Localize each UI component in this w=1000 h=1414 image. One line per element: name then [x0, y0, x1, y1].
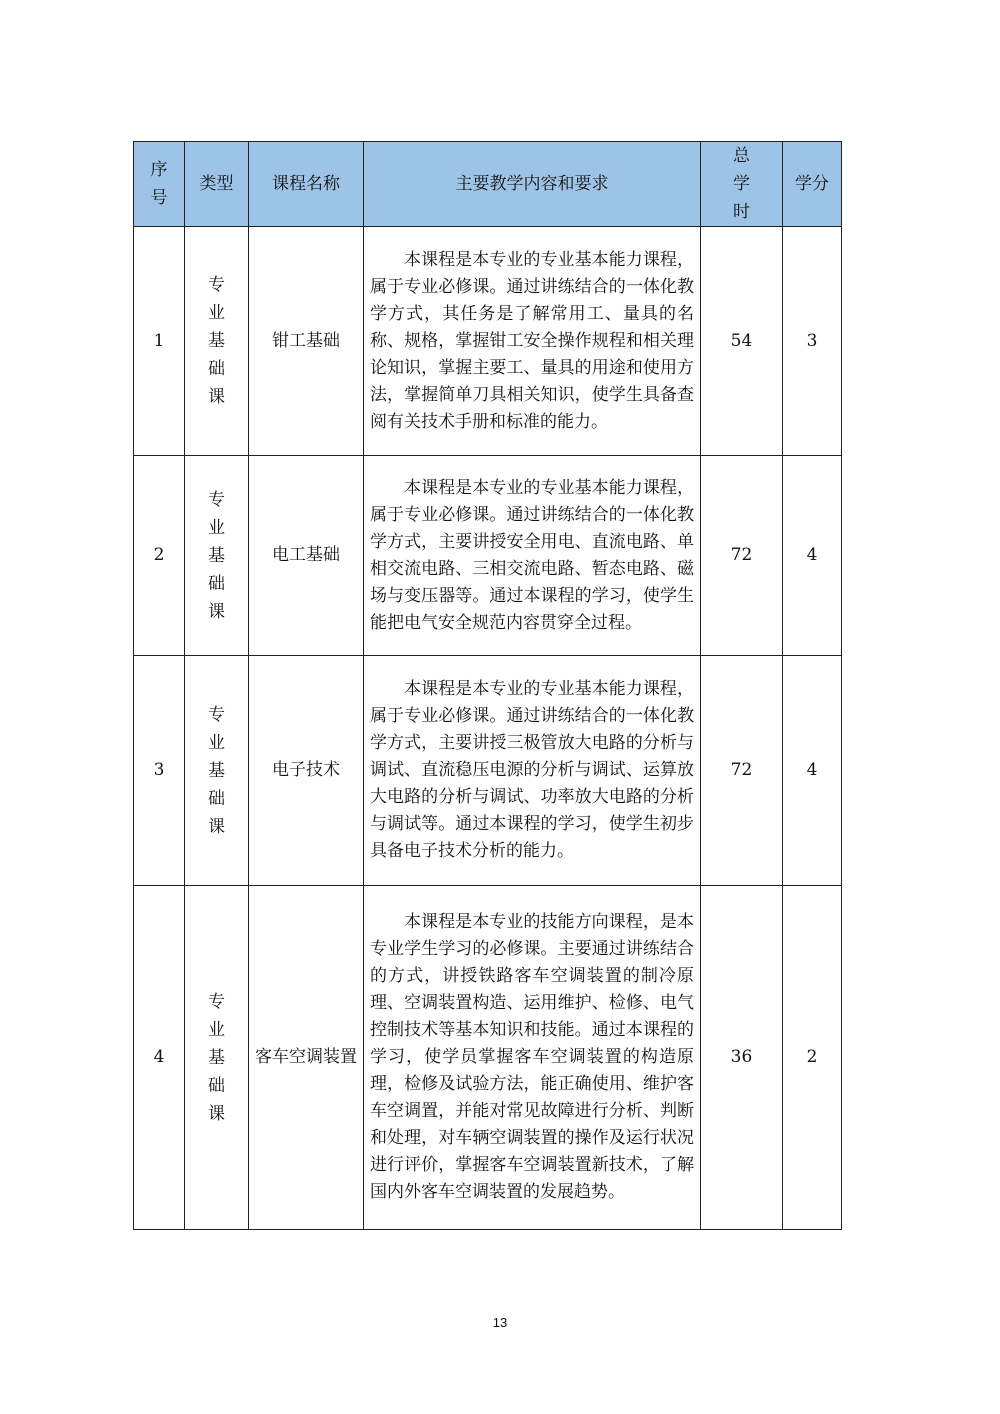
- row-type: 专业基础课: [185, 227, 249, 456]
- page-number: 13: [492, 1315, 508, 1330]
- header-credits: 学分: [783, 142, 842, 227]
- row-content: 本课程是本专业的专业基本能力课程，属于专业必修课。通过讲练结合的一体化教学方式，其任务是了解常用工、量具的名称、规格，掌握钳工安全操作规程和相关理论知识，掌握主要工、量具的用途和使用方法，掌握简单刀具相关知识，使学生具备查阅有关技术手册和标准的能力。: [364, 227, 701, 456]
- header-type: 类型: [185, 142, 249, 227]
- row-course-name: 电工基础: [249, 456, 364, 656]
- table-row: [134, 656, 842, 886]
- row-hours: 72: [701, 656, 783, 886]
- row-credits: 2: [783, 886, 842, 1230]
- header-content: 主要教学内容和要求: [364, 142, 701, 227]
- table-row: [134, 456, 842, 656]
- row-content: 本课程是本专业的专业基本能力课程，属于专业必修课。通过讲练结合的一体化教学方式，主要讲授安全用电、直流电路、单相交流电路、三相交流电路、暂态电路、磁场与变压器等。通过本课程的学习，使学生能把电气安全规范内容贯穿全过程。: [364, 456, 701, 656]
- header-hours: 总学时: [701, 142, 783, 227]
- row-index: 1: [134, 227, 185, 456]
- row-type: 专业基础课: [185, 656, 249, 886]
- row-content: 本课程是本专业的专业基本能力课程，属于专业必修课。通过讲练结合的一体化教学方式，主要讲授三极管放大电路的分析与调试、直流稳压电源的分析与调试、运算放大电路的分析与调试、功率放大电路的分析与调试等。通过本课程的学习，使学生初步具备电子技术分析的能力。: [364, 656, 701, 886]
- row-index: 2: [134, 456, 185, 656]
- row-content: 本课程是本专业的技能方向课程，是本专业学生学习的必修课。主要通过讲练结合的方式，讲授铁路客车空调装置的制冷原理、空调装置构造、运用维护、检修、电气控制技术等基本知识和技能。通过本课程的学习，使学员掌握客车空调装置的构造原理，检修及试验方法，能正确使用、维护客车空调置，并能对常见故障进行分析、判断和处理，对车辆空调装置的操作及运行状况进行评价，掌握客车空调装置新技术，了解国内外客车空调装置的发展趋势。: [364, 886, 701, 1230]
- row-credits: 4: [783, 656, 842, 886]
- row-credits: 3: [783, 227, 842, 456]
- row-index: 3: [134, 656, 185, 886]
- table-header-row: [134, 142, 842, 227]
- row-credits: 4: [783, 456, 842, 656]
- course-table: [133, 141, 842, 1230]
- row-index: 4: [134, 886, 185, 1230]
- header-name: 课程名称: [249, 142, 364, 227]
- row-course-name: 电子技术: [249, 656, 364, 886]
- row-course-name: 钳工基础: [249, 227, 364, 456]
- table-row: [134, 886, 842, 1230]
- row-hours: 54: [701, 227, 783, 456]
- table-row: [134, 227, 842, 456]
- row-hours: 72: [701, 456, 783, 656]
- row-course-name: 客车空调装置: [249, 886, 364, 1230]
- header-index: 序号: [134, 142, 185, 227]
- row-hours: 36: [701, 886, 783, 1230]
- row-type: 专业基础课: [185, 456, 249, 656]
- row-type: 专业基础课: [185, 886, 249, 1230]
